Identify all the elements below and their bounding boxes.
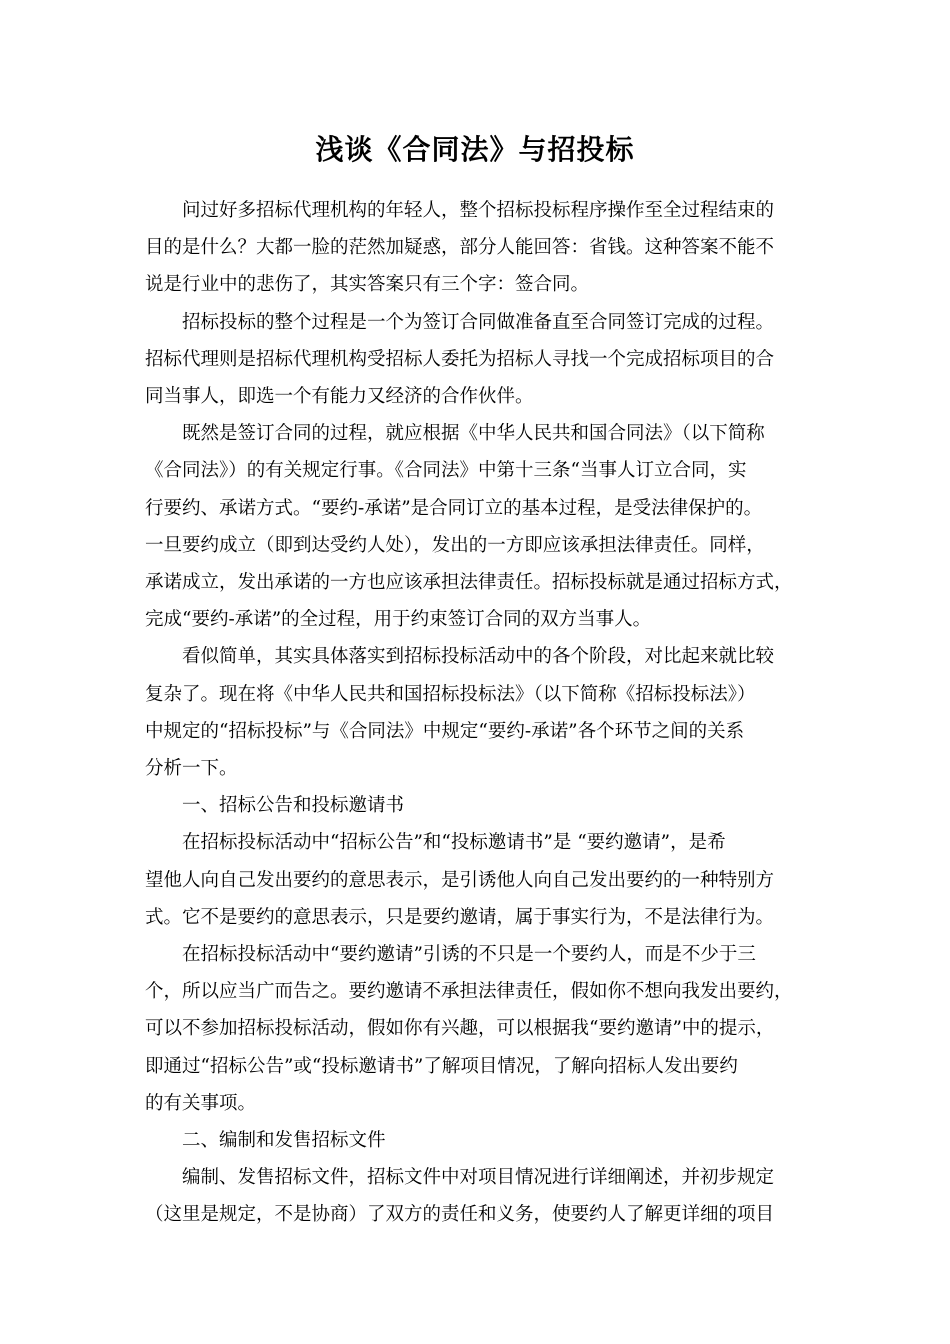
- body-paragraph: [145, 1159, 817, 1233]
- text-line: 复杂了。现在将《中华人民共和国招标投标法》（以下简称《招标投标法》）: [145, 683, 756, 705]
- body-paragraph: [145, 304, 817, 416]
- text-line: 完成“要约-承诺”的全过程，用于约束签订合同的双方当事人。: [145, 609, 652, 631]
- text-line: 说是行业中的悲伤了，其实答案只有三个字：签合同。: [145, 274, 590, 296]
- section-heading: [145, 1122, 817, 1159]
- text-line: 即通过“招标公告”或“投标邀请书”了解项目情况，了解向招标人发出要约: [145, 1055, 738, 1077]
- text-line: 中规定的“招标投标”与《合同法》中规定“要约-承诺”各个环节之间的关系: [145, 720, 745, 742]
- text-line: 招标代理则是招标代理机构受招标人委托为招标人寻找一个完成招标项目的合: [145, 348, 775, 370]
- text-line: 同当事人，即选一个有能力又经济的合作伙伴。: [145, 386, 534, 408]
- text-line: 承诺成立，发出承诺的一方也应该承担法律责任。招标投标就是通过招标方式，: [145, 572, 793, 594]
- text-line: 式。它不是要约的意思表示，只是要约邀请，属于事实行为，不是法律行为。: [145, 906, 775, 928]
- text-line: 在招标投标活动中“要约邀请”引诱的不只是一个要约人，而是不少于三: [182, 944, 756, 966]
- text-line: 可以不参加招标投标活动，假如你有兴趣，可以根据我“要约邀请”中的提示，: [145, 1018, 775, 1040]
- body-paragraph: [145, 824, 817, 936]
- text-line: 望他人向自己发出要约的意思表示，是引诱他人向自己发出要约的一种特别方: [145, 869, 775, 891]
- section-heading: [145, 787, 817, 824]
- body-paragraph: [145, 936, 817, 1122]
- body-paragraph: [145, 192, 817, 304]
- text-line: 一、招标公告和投标邀请书: [182, 795, 405, 817]
- text-line: 二、编制和发售招标文件: [182, 1130, 386, 1152]
- text-line: 看似简单，其实具体落实到招标投标活动中的各个阶段，对比起来就比较: [182, 646, 775, 668]
- document-body: [145, 192, 817, 1234]
- text-line: 行要约、承诺方式。“要约-承诺”是合同订立的基本过程，是受法律保护的。: [145, 497, 763, 519]
- text-line: 《合同法》）的有关规定行事。《合同法》中第十三条“当事人订立合同，实: [145, 460, 747, 482]
- text-line: 个，所以应当广而告之。要约邀请不承担法律责任，假如你不想向我发出要约，: [145, 981, 793, 1003]
- text-line: 的有关事项。: [145, 1092, 257, 1114]
- text-line: 一旦要约成立（即到达受约人处），发出的一方即应该承担法律责任。同样，: [145, 534, 765, 556]
- body-paragraph: [145, 638, 817, 787]
- body-paragraph: [145, 415, 817, 638]
- document-title: 浅谈《合同法》与招投标: [315, 133, 635, 166]
- text-line: 既然是签订合同的过程，就应根据《中华人民共和国合同法》（以下简称: [182, 423, 765, 445]
- text-line: 在招标投标活动中“招标公告”和“投标邀请书”是 “要约邀请”，是希: [182, 832, 726, 854]
- text-line: 招标投标的整个过程是一个为签订合同做准备直至合同签订完成的过程。: [182, 311, 775, 333]
- text-line: 编制、发售招标文件，招标文件中对项目情况进行详细阐述，并初步规定: [182, 1167, 775, 1189]
- text-line: （这里是规定，不是协商）了双方的责任和义务，使要约人了解更详细的项目: [145, 1204, 775, 1226]
- text-line: 分析一下。: [145, 758, 238, 780]
- text-line: 问过好多招标代理机构的年轻人，整个招标投标程序操作至全过程结束的: [182, 200, 775, 221]
- text-line: 目的是什么？大都一脸的茫然加疑惑，部分人能回答：省钱。这种答案不能不: [145, 237, 775, 259]
